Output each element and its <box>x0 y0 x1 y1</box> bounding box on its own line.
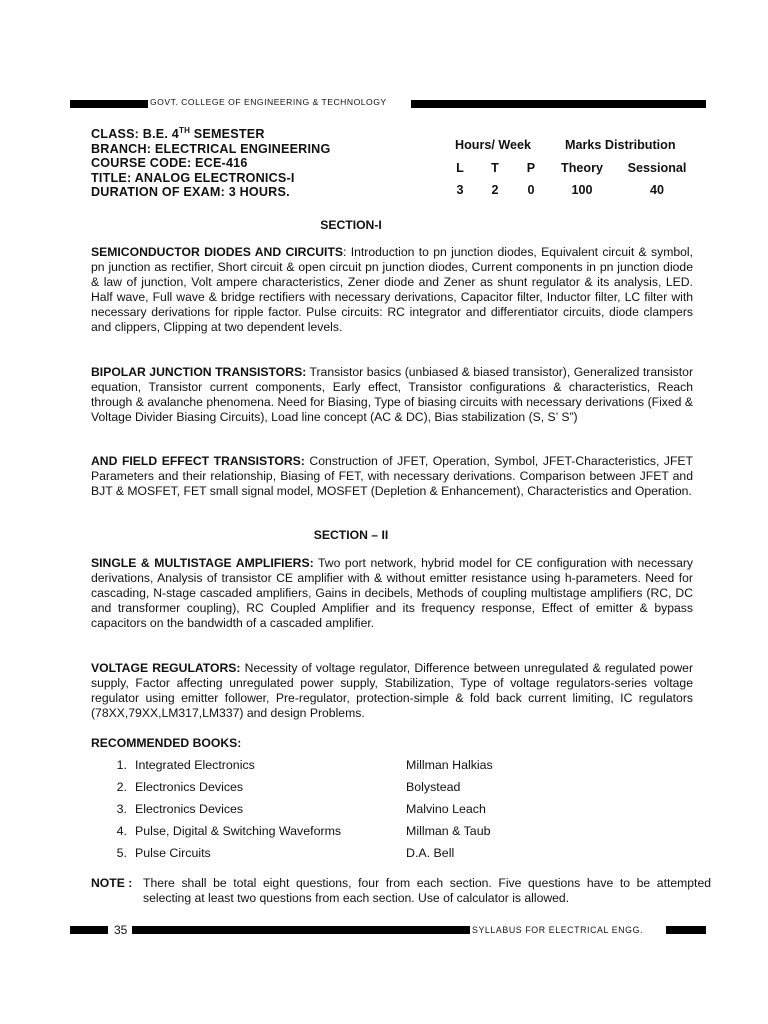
fet-body: Construction of JFET, Operation, Symbol, JFET-Characteristics, JFET Parameters and their relationship, Biasing of FET, with necessary derivations. Comparison between JFET and BJT & MOSFET, FET small signal model, MOSFET (Depletion & Enhancement), Characteristics and Operation. <box>91 454 693 498</box>
book-item <box>113 802 673 818</box>
book-author: Millman & Taub <box>406 824 491 838</box>
diodes-paragraph <box>91 245 693 335</box>
college-name: GOVT. COLLEGE OF ENGINEERING & TECHNOLOGY <box>150 97 387 107</box>
book-title: Pulse Circuits <box>135 846 211 860</box>
regulators-heading: VOLTAGE REGULATORS: <box>91 661 241 675</box>
fet-paragraph <box>91 454 693 499</box>
page-number: 35 <box>114 923 128 937</box>
amplifiers-heading: SINGLE & MULTISTAGE AMPLIFIERS: <box>91 556 314 570</box>
bjt-heading: BIPOLAR JUNCTION TRANSISTORS: <box>91 365 307 379</box>
val-p: 0 <box>527 183 535 197</box>
duration-line: DURATION OF EXAM: 3 HOURS. <box>91 185 290 200</box>
marks-title: Marks Distribution <box>565 138 676 152</box>
branch-line: BRANCH: ELECTRICAL ENGINEERING <box>91 141 331 156</box>
col-l-header: L <box>456 161 464 175</box>
book-item <box>113 846 673 862</box>
fet-heading: AND FIELD EFFECT TRANSISTORS: <box>91 454 305 468</box>
footer-text: SYLLABUS FOR ELECTRICAL ENGG. <box>472 925 644 935</box>
regulators-body: Necessity of voltage regulator, Difference between unregulated & regulated power supply, Factor affecting unregulated power supply, Stabilization, Type of voltage regulators-series voltage regulator using emitter follower, Pre-regulator, protection-simple & fold back current limiting, IC regulators (78XX,79XX,LM317,LM337) and design Problems. <box>91 661 694 720</box>
amplifiers-body: Two port network, hybrid model for CE configuration with necessary derivations, Analysis of transistor CE amplifier with & without emitter resistance using h-parameters. Need for cascading, N-stage cascaded amplifiers, Gains in decibels, Methods of coupling multistage amplifiers (RC, DC and transformer coupling), RC Coupled Amplifier and its frequency response, Effect of emitter & bypass capacitors on the bandwidth of a cascaded amplifier. <box>91 556 694 630</box>
hours-title: Hours/ Week <box>455 138 532 152</box>
amplifiers-paragraph <box>91 556 693 631</box>
class-suffix: SEMESTER <box>190 127 265 141</box>
diodes-heading: SEMICONDUCTOR DIODES AND CIRCUITS <box>91 245 344 259</box>
book-title: Electronics Devices <box>135 780 244 794</box>
footer-band <box>70 923 706 937</box>
regulators-paragraph <box>91 661 693 721</box>
book-title: Electronics Devices <box>135 802 244 816</box>
col-t-header: T <box>491 161 499 175</box>
book-author: Malvino Leach <box>406 802 486 816</box>
header-band <box>70 97 706 109</box>
col-theory-header: Theory <box>561 161 603 175</box>
books-title: RECOMMENDED BOOKS: <box>91 736 242 750</box>
footer-rule-middle <box>132 926 470 934</box>
class-line <box>91 127 330 142</box>
title-line: TITLE: ANALOG ELECTRONICS-I <box>91 170 295 185</box>
section-1-title: SECTION-I <box>320 218 382 232</box>
book-author: Millman Halkias <box>406 758 493 772</box>
bjt-body: Transistor basics (unbiased & biased transistor), Generalized transistor equation, Transistor current components, Early effect, Transistor configurations & characteristics, Reach through & avalanche phenomena. Need for Biasing, Type of biasing circuits with necessary derivations (Fixed & Voltage Divider Biasing Circuits), Load line concept (AC & DC), Bias stabilization (S, S’ S”) <box>91 365 693 424</box>
col-sessional-header: Sessional <box>627 161 687 175</box>
note-text: There shall be total eight questions, four from each section. Five questions have to be attempted selecting at least two questions from each section. Use of calculator is allowed. <box>143 876 711 905</box>
book-title: Integrated Electronics <box>135 758 255 772</box>
book-item <box>113 824 673 840</box>
diodes-body: : Introduction to pn junction diodes, Equivalent circuit & symbol, pn junction as rectifier, Short circuit & open circuit pn junction diodes, Current components in pn junction diode & law of junction, Volt ampere characteristics, Zener diode and Zener as shunt regulator & its analysis, LED. Half wave, Full wave & bridge rectifiers with necessary derivations, Capacitor filter, Inductor filter, LC filter with necessary derivations for ripple factor. Pulse circuits: RC integrator and differentiator circuits, diode clampers and clippers, Clipping at two dependent levels. <box>91 245 693 334</box>
footer-rule-right <box>666 926 706 934</box>
class-prefix: CLASS: B.E. 4 <box>91 127 179 141</box>
book-item <box>113 780 673 796</box>
book-number: 1. <box>116 758 127 772</box>
section-2-title: SECTION – II <box>313 528 389 542</box>
val-theory: 100 <box>571 183 593 197</box>
book-number: 5. <box>116 846 127 860</box>
header-rule-right <box>411 100 706 108</box>
code-line: COURSE CODE: ECE-416 <box>91 156 248 171</box>
col-p-header: P <box>526 161 536 175</box>
note-label: NOTE : <box>91 876 133 890</box>
book-number: 3. <box>116 802 127 816</box>
book-author: D.A. Bell <box>406 846 455 860</box>
book-number: 4. <box>116 824 127 838</box>
val-sessional: 40 <box>649 183 664 197</box>
class-sup: TH <box>178 126 191 135</box>
header-rule-left <box>70 100 148 108</box>
val-l: 3 <box>456 183 464 197</box>
footer-rule-left <box>70 926 108 934</box>
course-info <box>91 127 330 200</box>
val-t: 2 <box>491 183 499 197</box>
bjt-paragraph <box>91 365 693 425</box>
book-item <box>113 758 673 774</box>
book-number: 2. <box>116 780 127 794</box>
book-author: Bolystead <box>406 780 461 794</box>
book-title: Pulse, Digital & Switching Waveforms <box>135 824 342 838</box>
